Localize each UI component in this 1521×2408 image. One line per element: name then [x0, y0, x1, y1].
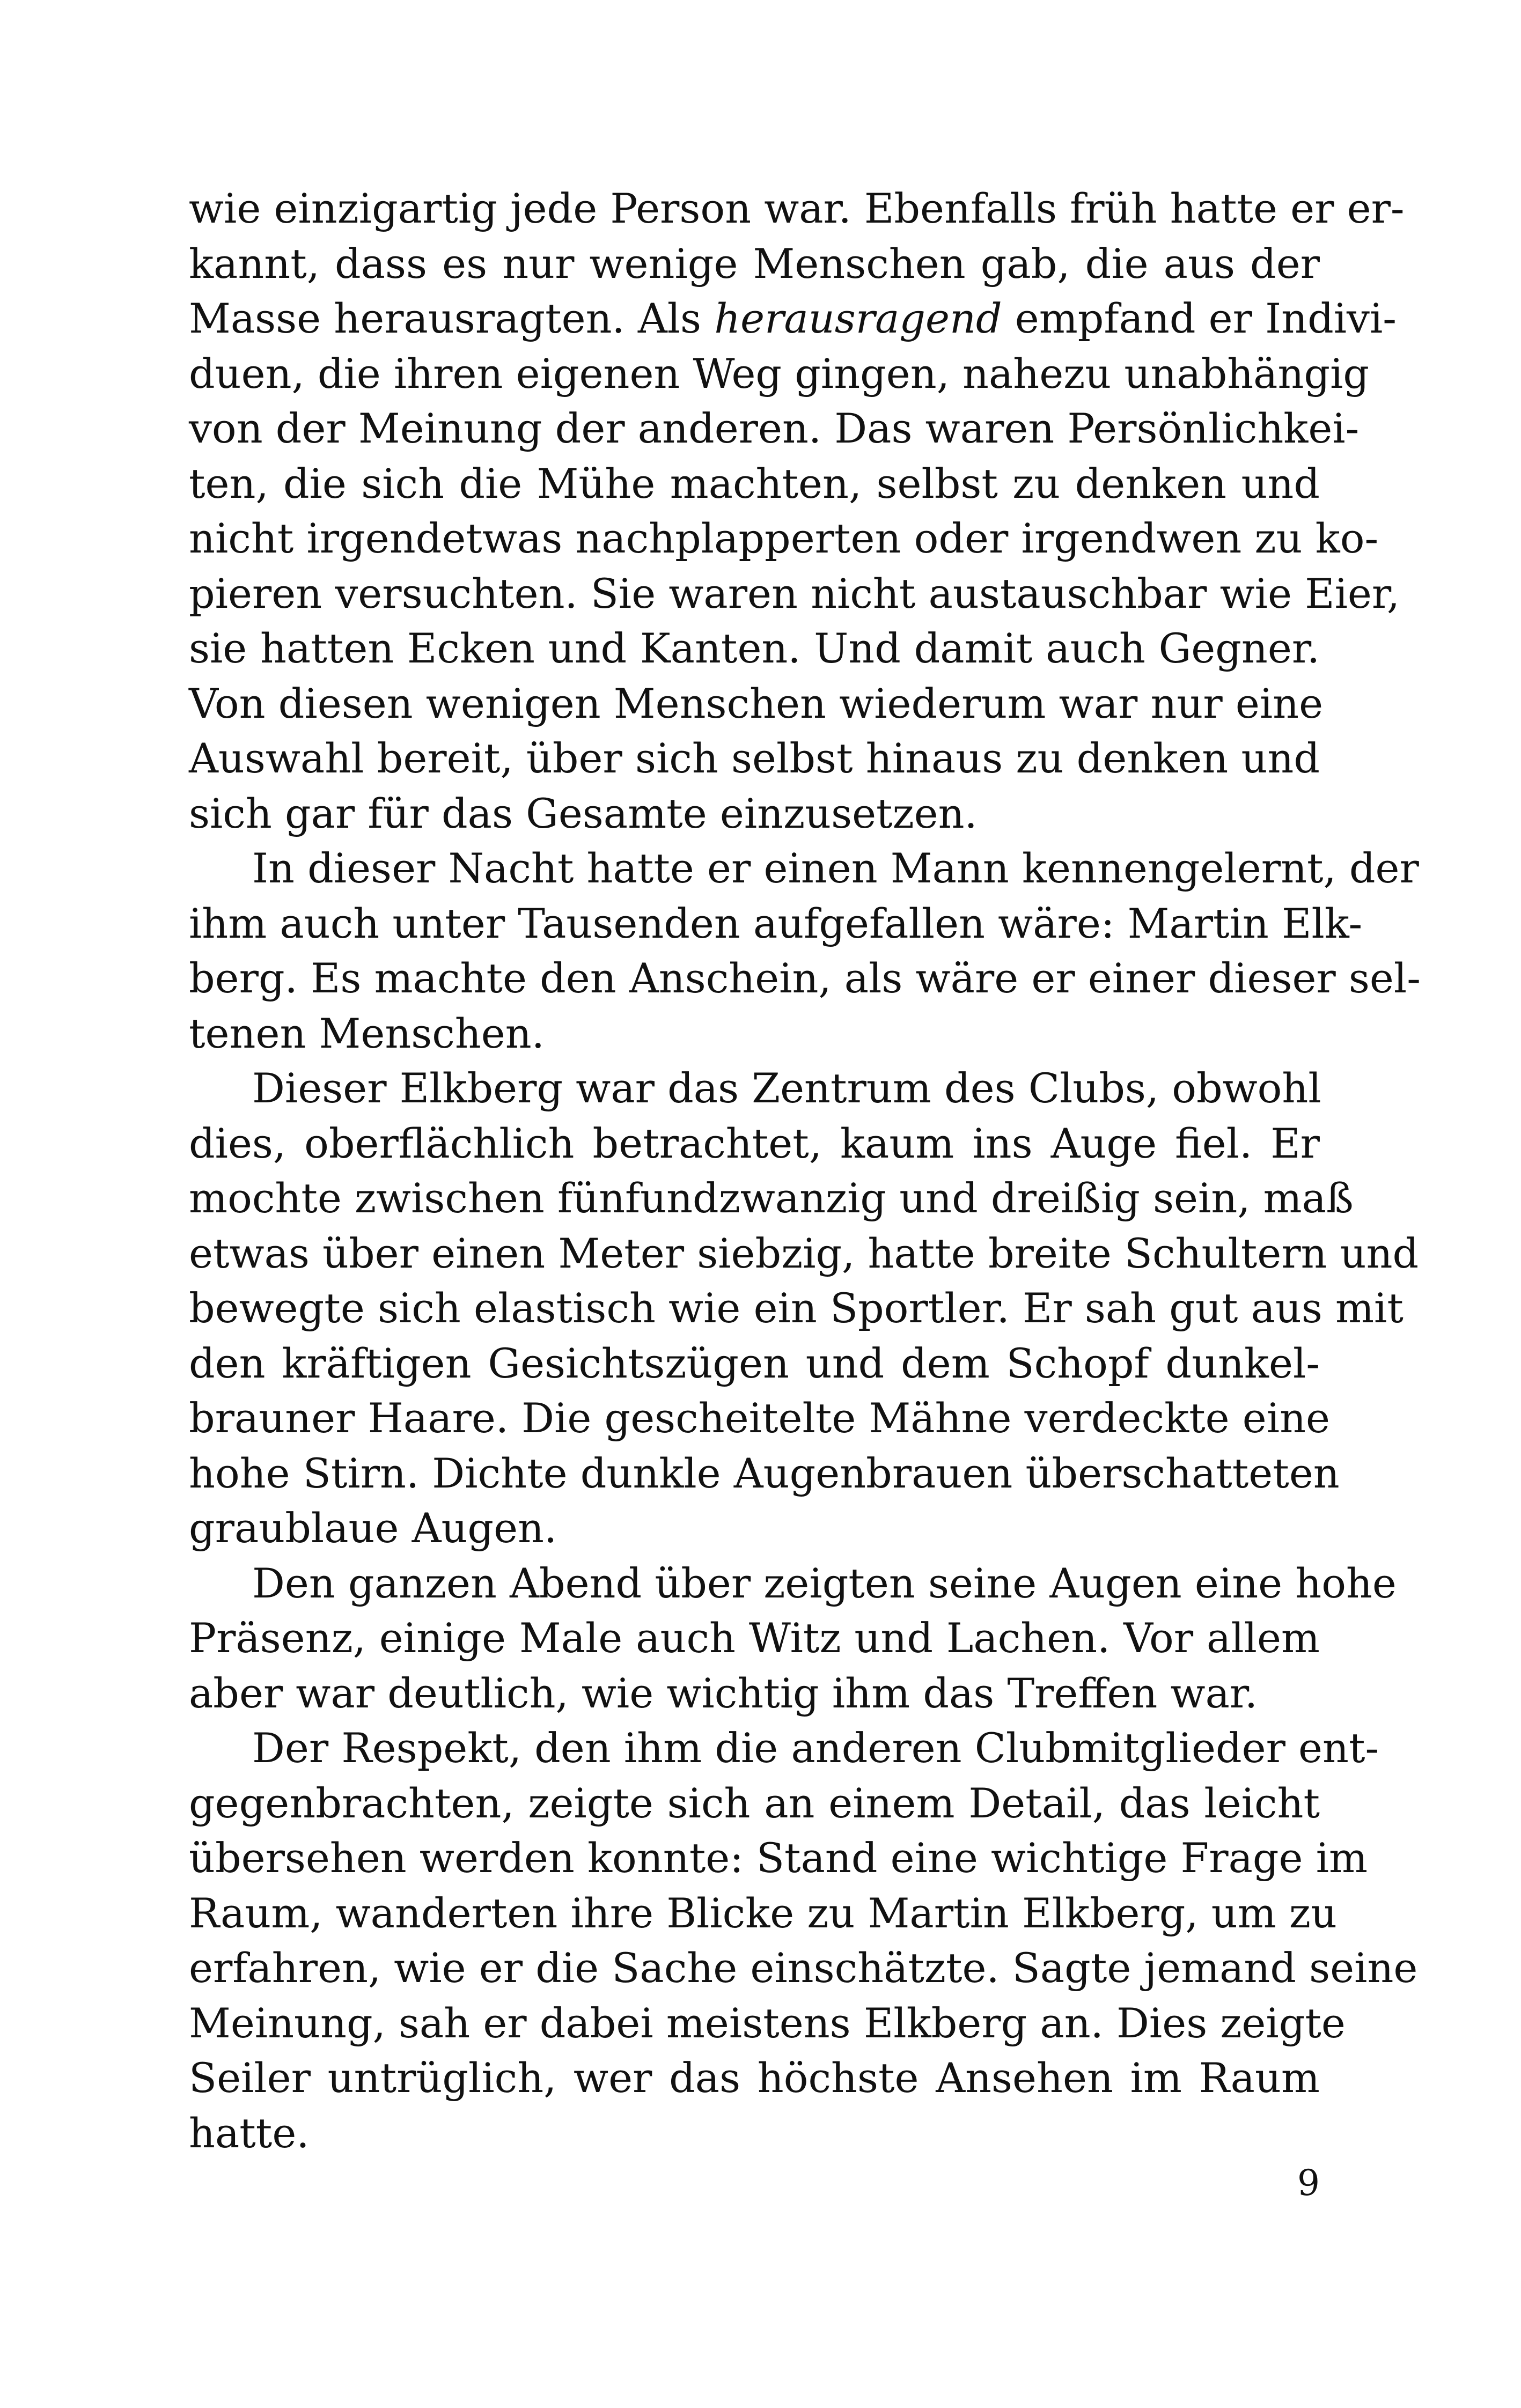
- paragraph-5: [189, 1721, 1418, 2161]
- text-line: Auswahl bereit, über sich selbst hinaus zu denken und: [189, 734, 1320, 782]
- text-line: ihm auch unter Tausenden aufgefallen wäre: Martin Elk-: [189, 899, 1363, 947]
- text-line: Seiler untrüglich, wer das höchste Ansehen im Raum: [189, 2054, 1320, 2102]
- text-line: pieren versuchten. Sie waren nicht austauschbar wie Eier,: [189, 569, 1400, 617]
- text-line: hatte.: [189, 2109, 310, 2157]
- text-line: brauner Haare. Die gescheitelte Mähne verdeckte eine: [189, 1394, 1330, 1442]
- text-line: graublaue Augen.: [189, 1504, 557, 1552]
- text-line: Raum, wanderten ihre Blicke zu Martin Elkberg, um zu: [189, 1889, 1337, 1937]
- text-line: Präsenz, einige Male auch Witz und Lachen. Vor allem: [189, 1614, 1320, 1662]
- text-line: hohe Stirn. Dichte dunkle Augenbrauen überschatteten: [189, 1449, 1340, 1497]
- paragraph-1: [189, 181, 1405, 841]
- text-line: etwas über einen Meter siebzig, hatte breite Schultern und: [189, 1229, 1419, 1277]
- text-line: dies, oberflächlich betrachtet, kaum ins Auge fiel. Er: [189, 1119, 1320, 1167]
- paragraph-4: [189, 1556, 1397, 1721]
- text-line: duen, die ihren eigenen Weg gingen, nahezu unabhängig: [189, 349, 1370, 397]
- text-line: wie einzigartig jede Person war. Ebenfalls früh hatte er er-: [189, 185, 1405, 232]
- body-text: [189, 181, 1421, 2161]
- page-number: 9: [1297, 2162, 1320, 2204]
- text-line: sich gar für das Gesamte einzusetzen.: [189, 789, 978, 837]
- text-line: Den ganzen Abend über zeigten seine Augen eine hohe: [252, 1559, 1397, 1607]
- text-line: bewegte sich elastisch wie ein Sportler. Er sah gut aus mit: [189, 1284, 1404, 1332]
- text-line: übersehen werden konnte: Stand eine wichtige Frage im: [189, 1834, 1368, 1882]
- text-line: Meinung, sah er dabei meistens Elkberg an. Dies zeigte: [189, 1999, 1346, 2047]
- text-line: tenen Menschen.: [189, 1009, 545, 1057]
- text-line: kannt, dass es nur wenige Menschen gab, die aus der: [189, 239, 1320, 288]
- text-line: Der Respekt, den ihm die anderen Clubmitglieder ent-: [252, 1724, 1379, 1772]
- text-line: Dieser Elkberg war das Zentrum des Clubs, obwohl: [252, 1064, 1321, 1112]
- text-line: gegenbrachten, zeigte sich an einem Detail, das leicht: [189, 1779, 1320, 1827]
- text-line: erfahren, wie er die Sache einschätzte. Sagte jemand seine: [189, 1944, 1418, 1992]
- paragraph-3: [189, 1061, 1419, 1556]
- text-line: ten, die sich die Mühe machten, selbst zu denken und: [189, 459, 1320, 507]
- text-line: sie hatten Ecken und Kanten. Und damit auch Gegner.: [189, 624, 1320, 672]
- text-line: von der Meinung der anderen. Das waren Persönlichkei-: [189, 404, 1360, 452]
- paragraph-2: [189, 841, 1421, 1061]
- text-line: nicht irgendetwas nachplapperten oder irgendwen zu ko-: [189, 514, 1379, 562]
- text-line: den kräftigen Gesichtszügen und dem Schopf dunkel-: [189, 1339, 1320, 1387]
- emphasized-word: herausragend: [714, 294, 1002, 342]
- text-line: In dieser Nacht hatte er einen Mann kennengelernt, der: [252, 844, 1419, 892]
- text-line: aber war deutlich, wie wichtig ihm das Treffen war.: [189, 1669, 1258, 1717]
- text-line-with-emphasis: Masse herausragten. Als herausragend empfand er Indivi-: [189, 294, 1397, 342]
- text-line: berg. Es machte den Anschein, als wäre er einer dieser sel-: [189, 954, 1421, 1002]
- text-line: mochte zwischen fünfundzwanzig und dreißig sein, maß: [189, 1174, 1354, 1222]
- text-line: Von diesen wenigen Menschen wiederum war nur eine: [189, 679, 1324, 727]
